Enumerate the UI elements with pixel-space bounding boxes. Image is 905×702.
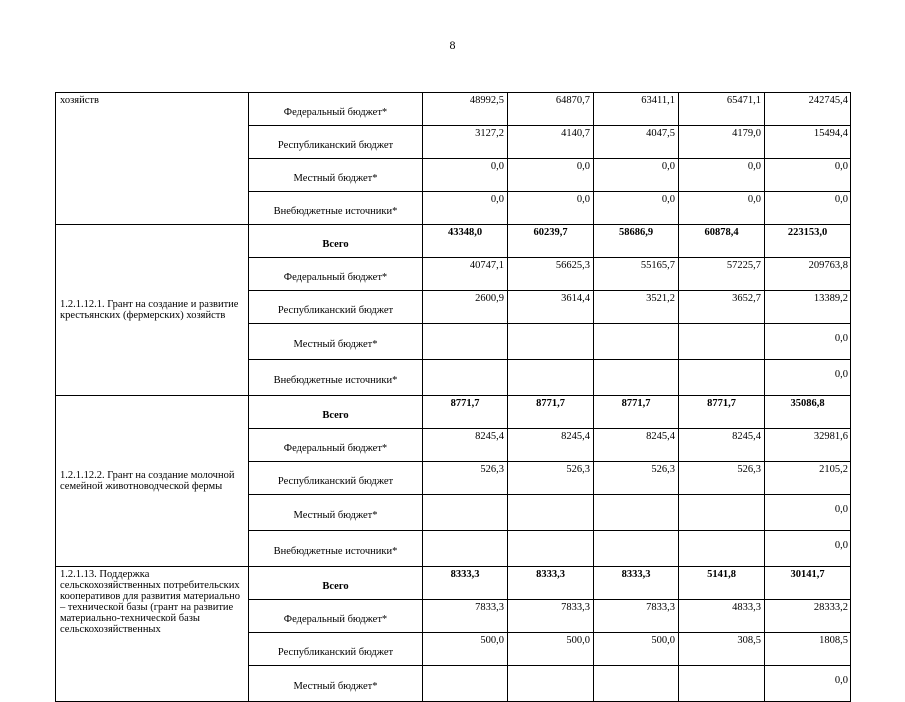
funding-source: Федеральный бюджет* bbox=[249, 258, 423, 291]
year-value-cell: 500,0 bbox=[423, 633, 508, 666]
total-value-cell: 0,0 bbox=[765, 495, 851, 531]
year-value-cell bbox=[508, 666, 594, 702]
year-value-cell bbox=[679, 666, 765, 702]
year-value-cell: 0,0 bbox=[508, 159, 594, 192]
year-value-cell: 56625,3 bbox=[508, 258, 594, 291]
year-value-cell: 60239,7 bbox=[508, 225, 594, 258]
year-value-cell: 0,0 bbox=[423, 159, 508, 192]
year-value-cell: 58686,9 bbox=[594, 225, 679, 258]
year-value-cell: 4047,5 bbox=[594, 126, 679, 159]
year-value-cell: 3652,7 bbox=[679, 291, 765, 324]
table-row bbox=[56, 396, 851, 429]
total-value-cell: 2105,2 bbox=[765, 462, 851, 495]
year-value-cell: 8245,4 bbox=[423, 429, 508, 462]
total-value-cell: 35086,8 bbox=[765, 396, 851, 429]
year-value-cell: 0,0 bbox=[423, 192, 508, 225]
year-value-cell: 8771,7 bbox=[423, 396, 508, 429]
year-value-cell: 7833,3 bbox=[594, 600, 679, 633]
year-value-cell: 8771,7 bbox=[679, 396, 765, 429]
year-value-cell bbox=[679, 531, 765, 567]
year-value-cell: 8771,7 bbox=[508, 396, 594, 429]
year-value-cell: 3127,2 bbox=[423, 126, 508, 159]
funding-source: Всего bbox=[249, 225, 423, 258]
funding-source: Федеральный бюджет* bbox=[249, 429, 423, 462]
total-value-cell: 32981,6 bbox=[765, 429, 851, 462]
year-value-cell: 57225,7 bbox=[679, 258, 765, 291]
year-value-cell: 7833,3 bbox=[508, 600, 594, 633]
funding-source: Местный бюджет* bbox=[249, 324, 423, 360]
year-value-cell: 526,3 bbox=[679, 462, 765, 495]
year-value-cell bbox=[423, 531, 508, 567]
table-row bbox=[56, 93, 851, 126]
year-value-cell bbox=[508, 360, 594, 396]
year-value-cell: 308,5 bbox=[679, 633, 765, 666]
year-value-cell: 43348,0 bbox=[423, 225, 508, 258]
table-row bbox=[56, 567, 851, 600]
row-description: 1.2.1.12.2. Грант на создание молочной семейной животноводческой фермы bbox=[56, 396, 249, 567]
funding-source: Всего bbox=[249, 567, 423, 600]
total-value-cell: 28333,2 bbox=[765, 600, 851, 633]
year-value-cell: 8333,3 bbox=[423, 567, 508, 600]
row-description: хозяйств bbox=[56, 93, 249, 225]
funding-source: Внебюджетные источники* bbox=[249, 192, 423, 225]
year-value-cell: 5141,8 bbox=[679, 567, 765, 600]
year-value-cell: 4179,0 bbox=[679, 126, 765, 159]
year-value-cell: 55165,7 bbox=[594, 258, 679, 291]
year-value-cell: 8771,7 bbox=[594, 396, 679, 429]
year-value-cell: 0,0 bbox=[679, 159, 765, 192]
funding-source: Местный бюджет* bbox=[249, 159, 423, 192]
total-value-cell: 0,0 bbox=[765, 360, 851, 396]
total-value-cell: 30141,7 bbox=[765, 567, 851, 600]
table-row bbox=[56, 225, 851, 258]
year-value-cell bbox=[594, 360, 679, 396]
funding-source: Республиканский бюджет bbox=[249, 126, 423, 159]
year-value-cell bbox=[423, 360, 508, 396]
year-value-cell: 500,0 bbox=[594, 633, 679, 666]
total-value-cell: 15494,4 bbox=[765, 126, 851, 159]
year-value-cell bbox=[423, 495, 508, 531]
row-description: 1.2.1.13. Поддержка сельскохозяйственных потребительских кооперативов для развития материально – технической базы (грант на развитие материально-технической базы сельскохозяйственных bbox=[56, 567, 249, 702]
year-value-cell: 4833,3 bbox=[679, 600, 765, 633]
total-value-cell: 0,0 bbox=[765, 324, 851, 360]
funding-source: Федеральный бюджет* bbox=[249, 93, 423, 126]
funding-source: Федеральный бюджет* bbox=[249, 600, 423, 633]
year-value-cell: 0,0 bbox=[594, 192, 679, 225]
total-value-cell: 0,0 bbox=[765, 666, 851, 702]
year-value-cell: 0,0 bbox=[594, 159, 679, 192]
year-value-cell: 40747,1 bbox=[423, 258, 508, 291]
total-value-cell: 0,0 bbox=[765, 192, 851, 225]
year-value-cell: 526,3 bbox=[508, 462, 594, 495]
funding-source: Всего bbox=[249, 396, 423, 429]
year-value-cell bbox=[594, 666, 679, 702]
year-value-cell bbox=[508, 324, 594, 360]
year-value-cell: 63411,1 bbox=[594, 93, 679, 126]
year-value-cell: 526,3 bbox=[423, 462, 508, 495]
year-value-cell: 60878,4 bbox=[679, 225, 765, 258]
funding-source: Республиканский бюджет bbox=[249, 462, 423, 495]
row-description: 1.2.1.12.1. Грант на создание и развитие крестьянских (фермерских) хозяйств bbox=[56, 225, 249, 396]
year-value-cell: 0,0 bbox=[679, 192, 765, 225]
year-value-cell: 7833,3 bbox=[423, 600, 508, 633]
year-value-cell bbox=[679, 360, 765, 396]
funding-source: Местный бюджет* bbox=[249, 666, 423, 702]
year-value-cell: 3521,2 bbox=[594, 291, 679, 324]
total-value-cell: 13389,2 bbox=[765, 291, 851, 324]
funding-source: Внебюджетные источники* bbox=[249, 360, 423, 396]
total-value-cell: 0,0 bbox=[765, 159, 851, 192]
year-value-cell: 4140,7 bbox=[508, 126, 594, 159]
year-value-cell: 64870,7 bbox=[508, 93, 594, 126]
total-value-cell: 209763,8 bbox=[765, 258, 851, 291]
total-value-cell: 1808,5 bbox=[765, 633, 851, 666]
year-value-cell: 8333,3 bbox=[594, 567, 679, 600]
year-value-cell: 0,0 bbox=[508, 192, 594, 225]
year-value-cell bbox=[508, 495, 594, 531]
funding-source: Республиканский бюджет bbox=[249, 633, 423, 666]
year-value-cell bbox=[423, 324, 508, 360]
page-number: 8 bbox=[449, 38, 456, 52]
year-value-cell: 500,0 bbox=[508, 633, 594, 666]
year-value-cell bbox=[423, 666, 508, 702]
year-value-cell bbox=[594, 495, 679, 531]
funding-source: Республиканский бюджет bbox=[249, 291, 423, 324]
year-value-cell bbox=[594, 324, 679, 360]
year-value-cell bbox=[508, 531, 594, 567]
total-value-cell: 0,0 bbox=[765, 531, 851, 567]
funding-source: Внебюджетные источники* bbox=[249, 531, 423, 567]
funding-source: Местный бюджет* bbox=[249, 495, 423, 531]
year-value-cell: 2600,9 bbox=[423, 291, 508, 324]
year-value-cell: 8333,3 bbox=[508, 567, 594, 600]
year-value-cell: 8245,4 bbox=[508, 429, 594, 462]
year-value-cell bbox=[679, 324, 765, 360]
total-value-cell: 223153,0 bbox=[765, 225, 851, 258]
year-value-cell: 65471,1 bbox=[679, 93, 765, 126]
year-value-cell: 8245,4 bbox=[594, 429, 679, 462]
year-value-cell bbox=[594, 531, 679, 567]
year-value-cell: 526,3 bbox=[594, 462, 679, 495]
total-value-cell: 242745,4 bbox=[765, 93, 851, 126]
year-value-cell: 3614,4 bbox=[508, 291, 594, 324]
budget-table bbox=[55, 92, 851, 702]
year-value-cell: 48992,5 bbox=[423, 93, 508, 126]
year-value-cell bbox=[679, 495, 765, 531]
year-value-cell: 8245,4 bbox=[679, 429, 765, 462]
